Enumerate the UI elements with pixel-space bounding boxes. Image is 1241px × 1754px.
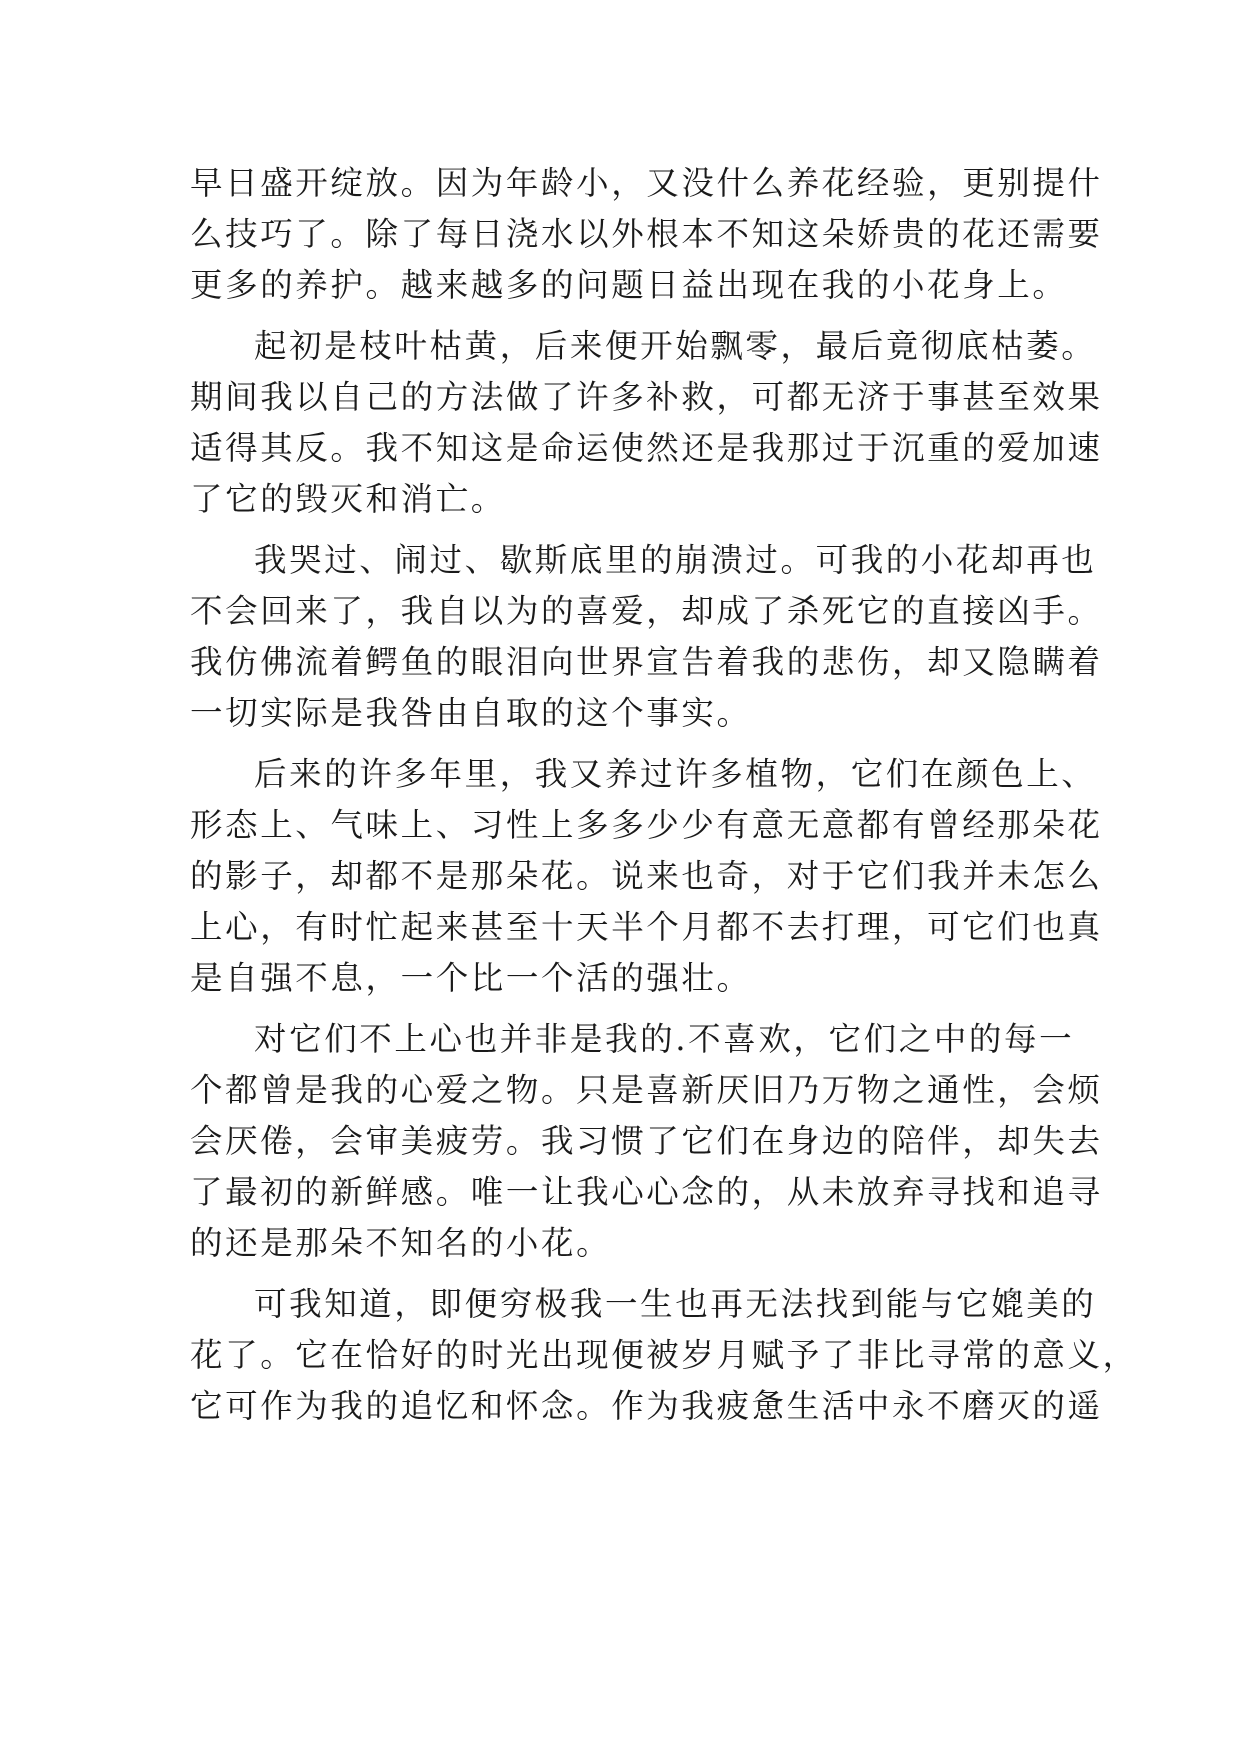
text-line: 对它们不上心也并非是我的.不喜欢，它们之中的每一 bbox=[254, 1020, 1075, 1058]
text-line: 后来的许多年里，我又养过许多植物，它们在颜色上、 bbox=[254, 755, 1097, 793]
text-line: 的影子，却都不是那朵花。说来也奇，对于它们我并未怎么 bbox=[190, 857, 1103, 895]
text-line: 可我知道，即便穷极我一生也再无法找到能与它媲美的 bbox=[254, 1285, 1097, 1323]
text-line: 它可作为我的追忆和怀念。作为我疲惫生活中永不磨灭的遥 bbox=[190, 1387, 1103, 1425]
text-line: 我仿佛流着鳄鱼的眼泪向世界宣告着我的悲伤，却又隐瞒着 bbox=[190, 643, 1103, 681]
text-line: 个都曾是我的心爱之物。只是喜新厌旧乃万物之通性，会烦 bbox=[190, 1071, 1103, 1109]
paragraph bbox=[190, 749, 1103, 1004]
text-line: 花了。它在恰好的时光出现便被岁月赋予了非比寻常的意义， bbox=[190, 1336, 1138, 1374]
paragraph bbox=[190, 321, 1103, 525]
paragraph bbox=[190, 1279, 1138, 1432]
text-line: 么技巧了。除了每日浇水以外根本不知这朵娇贵的花还需要 bbox=[190, 215, 1103, 253]
text-line: 更多的养护。越来越多的问题日益出现在我的小花身上。 bbox=[190, 266, 1068, 304]
text-line: 了它的毁灭和消亡。 bbox=[190, 480, 506, 518]
text-line: 形态上、气味上、习性上多多少少有意无意都有曾经那朵花 bbox=[190, 806, 1103, 844]
text-line: 是自强不息，一个比一个活的强壮。 bbox=[190, 959, 752, 997]
text-line: 适得其反。我不知这是命运使然还是我那过于沉重的爱加速 bbox=[190, 429, 1103, 467]
text-line: 会厌倦，会审美疲劳。我习惯了它们在身边的陪伴，却失去 bbox=[190, 1122, 1103, 1160]
text-line: 我哭过、闹过、歇斯底里的崩溃过。可我的小花却再也 bbox=[254, 541, 1097, 579]
body-text bbox=[190, 158, 1138, 1432]
paragraph bbox=[190, 158, 1103, 311]
paragraph bbox=[190, 1014, 1103, 1269]
text-line: 不会回来了，我自以为的喜爱，却成了杀死它的直接凶手。 bbox=[190, 592, 1103, 630]
text-line: 期间我以自己的方法做了许多补救，可都无济于事甚至效果 bbox=[190, 378, 1103, 416]
text-line: 一切实际是我咎由自取的这个事实。 bbox=[190, 694, 752, 732]
text-line: 早日盛开绽放。因为年龄小，又没什么养花经验，更别提什 bbox=[190, 164, 1103, 202]
text-line: 的还是那朵不知名的小花。 bbox=[190, 1224, 612, 1262]
text-line: 起初是枝叶枯黄，后来便开始飘零，最后竟彻底枯萎。 bbox=[254, 327, 1097, 365]
text-line: 上心，有时忙起来甚至十天半个月都不去打理，可它们也真 bbox=[190, 908, 1103, 946]
paragraph bbox=[190, 535, 1103, 739]
text-line: 了最初的新鲜感。唯一让我心心念的，从未放弃寻找和追寻 bbox=[190, 1173, 1103, 1211]
